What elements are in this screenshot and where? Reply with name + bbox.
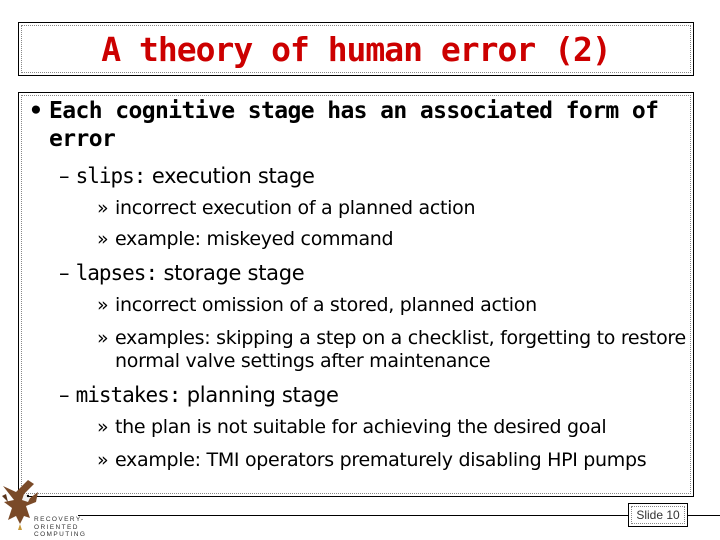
chevron-marker: »	[97, 449, 109, 471]
sub-item-text: example: TMI operators prematurely disabling HPI pumps	[115, 449, 647, 471]
roc-logo-text	[34, 516, 86, 539]
dash-marker: –	[59, 261, 70, 285]
logo-line: ORIENTED	[34, 523, 79, 531]
logo-line: COMPUTING	[34, 531, 87, 538]
item-slips	[59, 163, 315, 189]
chevron-marker: »	[97, 416, 109, 438]
dash-marker: –	[59, 164, 70, 188]
chevron-marker: »	[97, 197, 109, 219]
desc-lapses: storage stage	[163, 261, 305, 285]
title-frame	[18, 22, 694, 76]
item-mistakes	[59, 382, 339, 408]
item-lapses	[59, 260, 304, 286]
sub-item-text: incorrect execution of a planned action	[115, 197, 476, 219]
dash-marker: –	[59, 383, 70, 407]
slide-number-box	[628, 503, 688, 527]
sub-item	[97, 228, 687, 251]
bullet-level1-text: Each cognitive stage has an associated form of error	[49, 98, 659, 152]
sub-item-text: example: miskeyed command	[115, 228, 394, 250]
slide-number: Slide 10	[636, 508, 680, 522]
sub-item	[97, 197, 687, 220]
term-slips: slips:	[75, 164, 146, 188]
bullet-dot-icon: •	[29, 98, 43, 124]
sub-item	[97, 416, 687, 439]
sub-item	[97, 449, 687, 472]
bullet-level1	[29, 97, 669, 153]
term-mistakes: mistakes:	[75, 383, 181, 407]
chevron-marker: »	[97, 294, 109, 316]
slide-title: A theory of human error (2)	[101, 29, 611, 69]
footer-divider	[78, 515, 720, 516]
chevron-marker: »	[97, 228, 109, 250]
sub-item-text: the plan is not suitable for achieving the desired goal	[115, 416, 607, 438]
logo-line: RECOVERY-	[34, 516, 85, 523]
desc-mistakes: planning stage	[186, 383, 339, 407]
desc-slips: execution stage	[151, 164, 315, 188]
sub-item	[97, 294, 687, 317]
term-lapses: lapses:	[75, 261, 158, 285]
sub-item	[97, 327, 687, 373]
chevron-marker: »	[97, 327, 109, 349]
sub-item-text: examples: skipping a step on a checklist, forgetting to restore normal valve settings after maintenance	[115, 327, 686, 372]
content-frame	[18, 92, 694, 497]
sub-item-text: incorrect omission of a stored, planned action	[115, 294, 537, 316]
